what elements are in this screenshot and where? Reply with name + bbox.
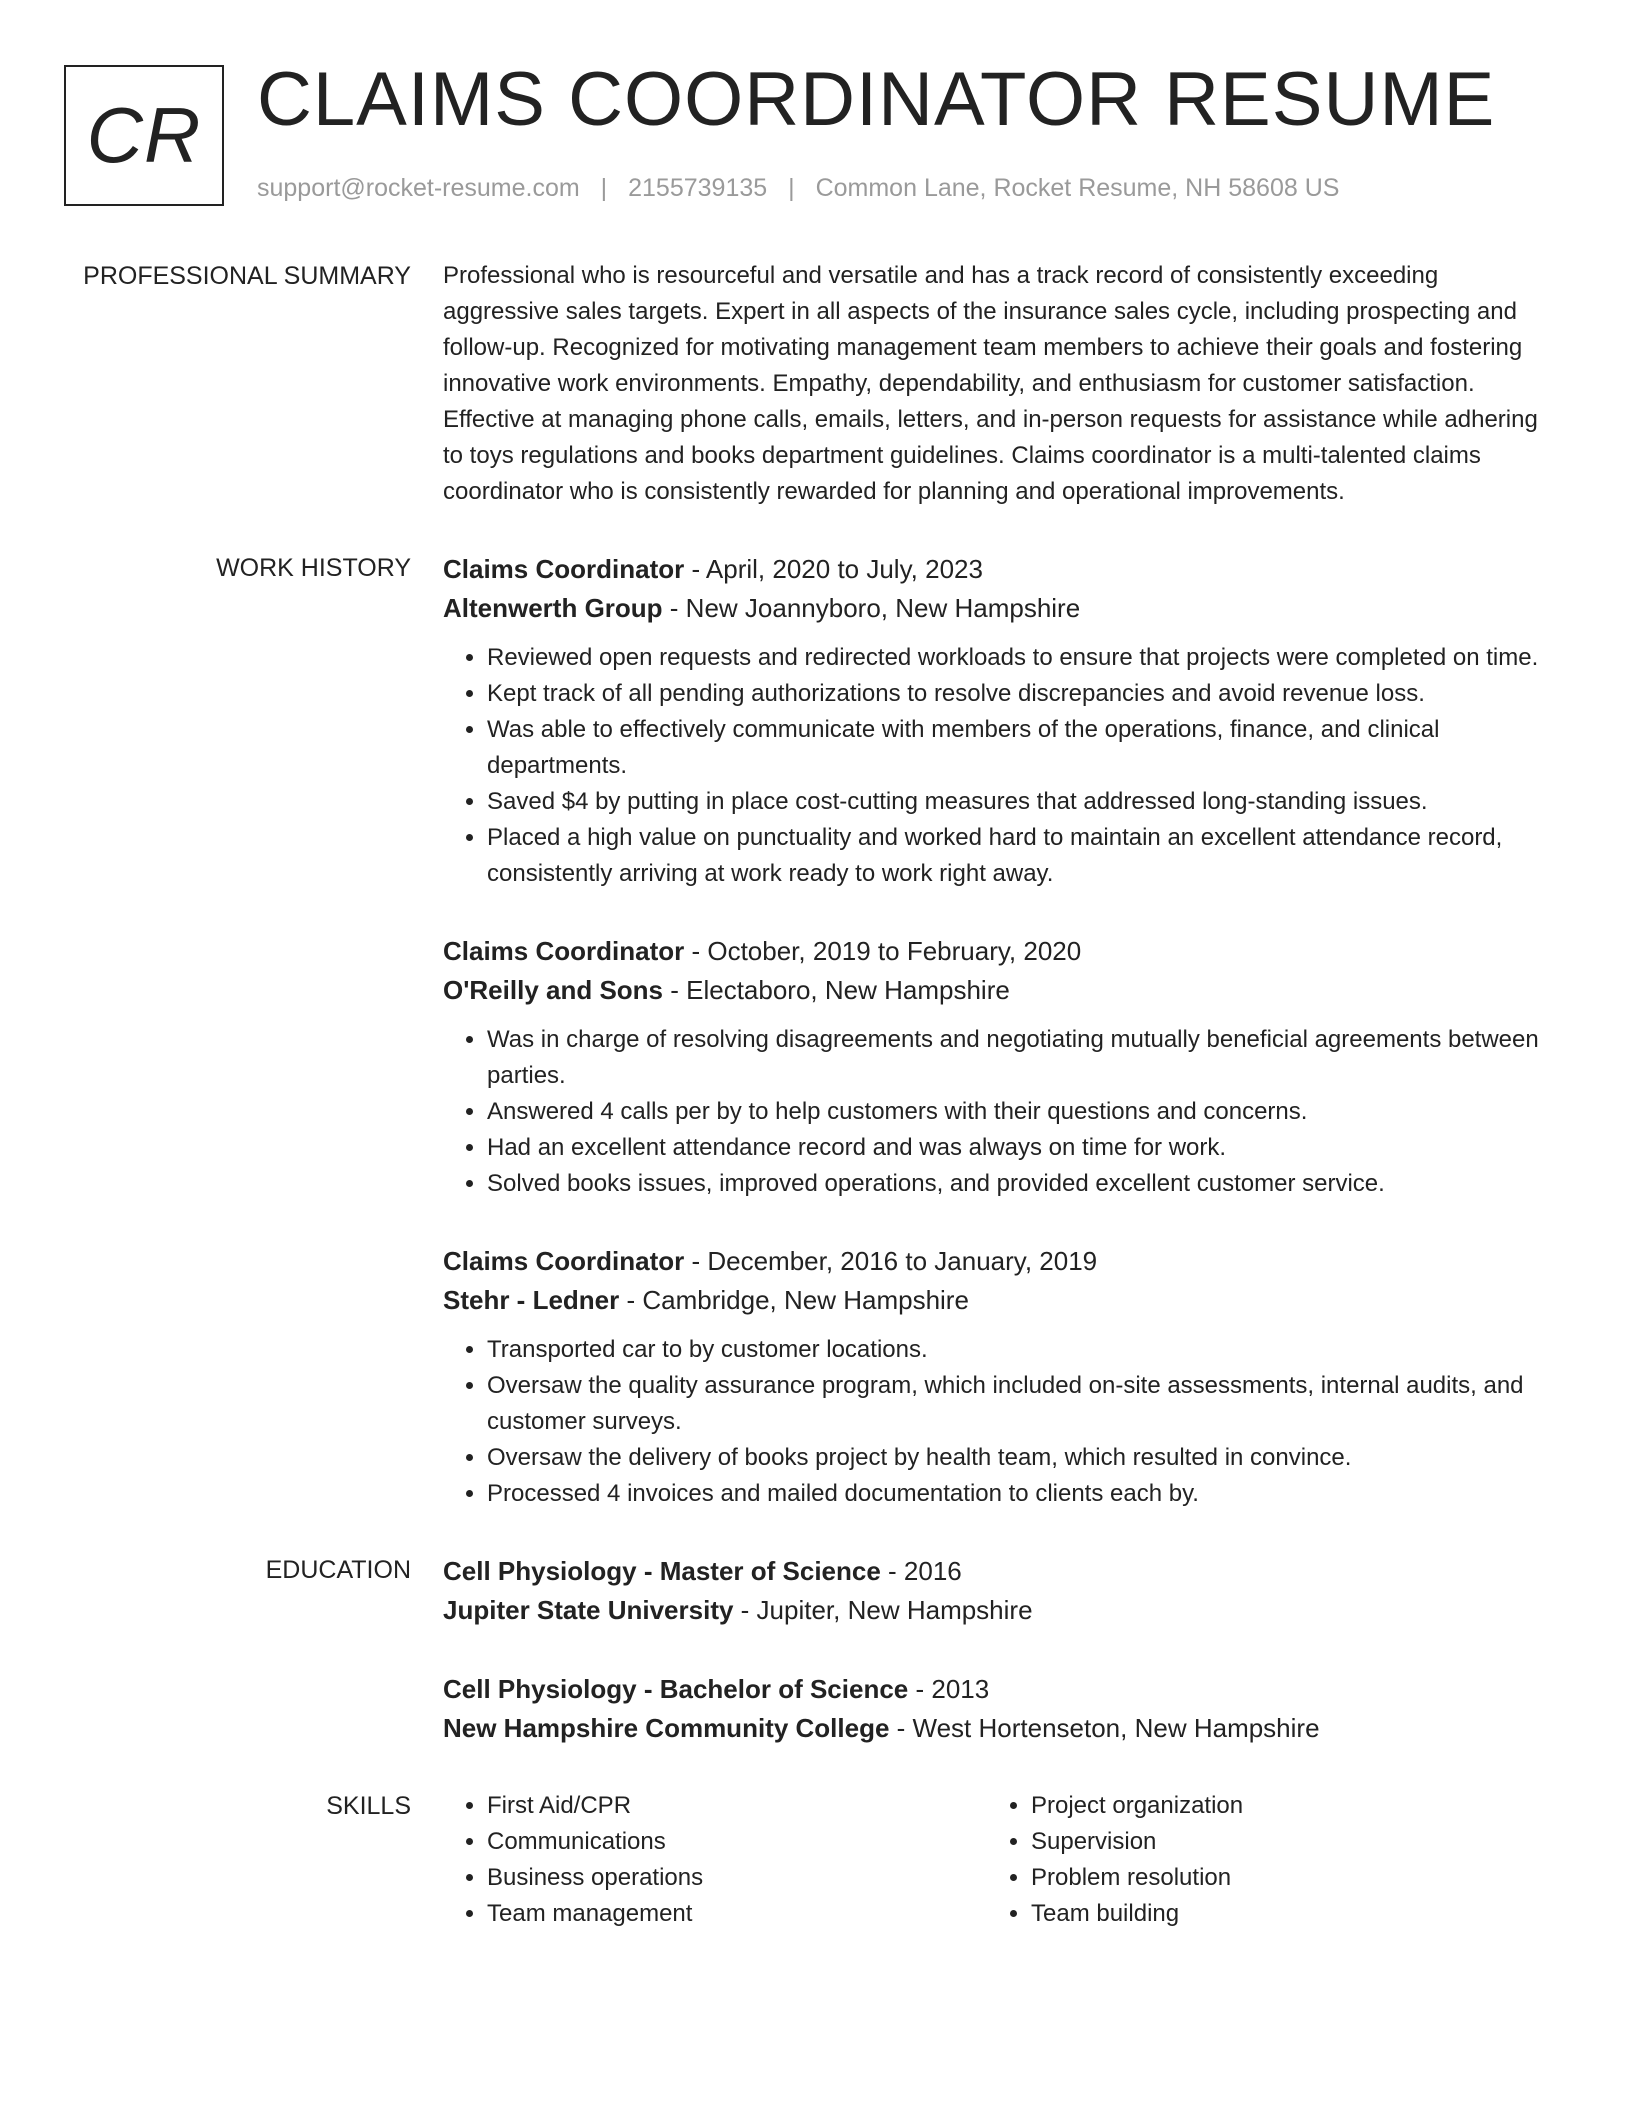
- skill-item: • Team management: [487, 1896, 987, 1932]
- monogram-box: [64, 65, 224, 206]
- job-bullet: • Oversaw the delivery of books project by health team, which resulted in convince.: [487, 1440, 1558, 1476]
- job-title: Claims Coordinator: [443, 554, 685, 584]
- job-title: Claims Coordinator: [443, 1246, 685, 1276]
- job-bullets: [443, 1332, 1558, 1512]
- monogram-initials: CR: [86, 91, 202, 179]
- skill-item: • Communications: [487, 1824, 987, 1860]
- job-bullet: • Reviewed open requests and redirected workloads to ensure that projects were completed on time.: [487, 640, 1558, 676]
- job-bullets: [443, 640, 1558, 892]
- job-dates: - October, 2019 to February, 2020: [684, 936, 1082, 966]
- section-label: WORK HISTORY: [216, 554, 411, 582]
- work-history-section: [0, 550, 1632, 1512]
- job-company: Altenwerth Group: [443, 593, 663, 623]
- education-entry: [443, 1670, 1558, 1748]
- skill-item: • First Aid/CPR: [487, 1788, 987, 1824]
- job-bullet: • Oversaw the quality assurance program, which included on-site assessments, internal audits, and customer surveys.: [487, 1368, 1558, 1440]
- degree-year: - 2013: [908, 1674, 990, 1704]
- job-bullet: • Was in charge of resolving disagreements and negotiating mutually beneficial agreements between parties.: [487, 1022, 1558, 1094]
- summary-text: Professional who is resourceful and versatile and has a track record of consistently exceeding aggressive sales targets. Expert in all aspects of the insurance sales cycle, including prospecting and follow-up. Recognized for motivating management team members to achieve their goals and fostering innovative work environments. Empathy, dependability, and enthusiasm for customer satisfaction. Effective at managing phone calls, emails, letters, and in-person requests for assistance while adhering to toys regulations and books department guidelines. Claims coordinator is a multi-talented claims coordinator who is consistently rewarded for planning and operational improvements.: [443, 262, 1538, 505]
- job-bullet: • Solved books issues, improved operations, and provided excellent customer service.: [487, 1166, 1558, 1202]
- skills-column-left: [443, 1788, 987, 1932]
- resume-content: [0, 258, 1632, 1972]
- job-bullet: • Placed a high value on punctuality and worked hard to maintain an excellent attendance record, consistently arriving at work ready to work right away.: [487, 820, 1558, 892]
- job-bullet: • Processed 4 invoices and mailed documentation to clients each by.: [487, 1476, 1558, 1512]
- skills-column-right: [987, 1788, 1531, 1932]
- degree: Cell Physiology - Master of Science: [443, 1556, 881, 1586]
- resume-title: CLAIMS COORDINATOR RESUME: [257, 57, 1496, 142]
- school-location: - West Hortenseton, New Hampshire: [889, 1713, 1320, 1743]
- contact-phone: 2155739135: [628, 174, 768, 202]
- summary-section: [0, 258, 1632, 510]
- job-bullet: • Kept track of all pending authorizations to resolve discrepancies and avoid revenue loss.: [487, 676, 1558, 712]
- school-name: Jupiter State University: [443, 1595, 734, 1625]
- skill-item: • Team building: [1031, 1896, 1531, 1932]
- skill-item: • Problem resolution: [1031, 1860, 1531, 1896]
- skill-item: • Business operations: [487, 1860, 987, 1896]
- job-company: Stehr - Ledner: [443, 1285, 620, 1315]
- contact-email: support@rocket-resume.com: [257, 174, 580, 202]
- section-label: PROFESSIONAL SUMMARY: [83, 262, 411, 290]
- job-bullets: [443, 1022, 1558, 1202]
- job-bullet: • Saved $4 by putting in place cost-cutting measures that addressed long-standing issues.: [487, 784, 1558, 820]
- contact-address: Common Lane, Rocket Resume, NH 58608 US: [815, 174, 1340, 202]
- job-title: Claims Coordinator: [443, 936, 685, 966]
- school-location: - Jupiter, New Hampshire: [733, 1595, 1033, 1625]
- job-bullet: • Transported car to by customer locations.: [487, 1332, 1558, 1368]
- job-dates: - December, 2016 to January, 2019: [684, 1246, 1098, 1276]
- degree-year: - 2016: [880, 1556, 962, 1586]
- school-name: New Hampshire Community College: [443, 1713, 890, 1743]
- degree: Cell Physiology - Bachelor of Science: [443, 1674, 909, 1704]
- job-entry: [443, 550, 1558, 892]
- job-bullet: • Had an excellent attendance record and was always on time for work.: [487, 1130, 1558, 1166]
- job-location: - Electaboro, New Hampshire: [663, 975, 1010, 1005]
- skill-item: • Project organization: [1031, 1788, 1531, 1824]
- section-label: EDUCATION: [265, 1556, 411, 1584]
- contact-separator: |: [600, 174, 608, 202]
- job-location: - Cambridge, New Hampshire: [619, 1285, 969, 1315]
- job-company: O'Reilly and Sons: [443, 975, 664, 1005]
- job-dates: - April, 2020 to July, 2023: [684, 554, 983, 584]
- job-location: - New Joannyboro, New Hampshire: [662, 593, 1081, 623]
- job-bullet: • Answered 4 calls per by to help customers with their questions and concerns.: [487, 1094, 1558, 1130]
- job-entry: [443, 932, 1558, 1202]
- skills-section: [0, 1788, 1632, 1932]
- skill-item: • Supervision: [1031, 1824, 1531, 1860]
- contact-line: [257, 174, 1339, 203]
- section-label: SKILLS: [326, 1792, 411, 1820]
- education-entry: [443, 1552, 1558, 1630]
- job-entry: [443, 1242, 1558, 1512]
- contact-separator: |: [788, 174, 795, 202]
- education-section: [0, 1552, 1632, 1748]
- job-bullet: • Was able to effectively communicate with members of the operations, finance, and clinical departments.: [487, 712, 1558, 784]
- skills-columns: [443, 1788, 1558, 1932]
